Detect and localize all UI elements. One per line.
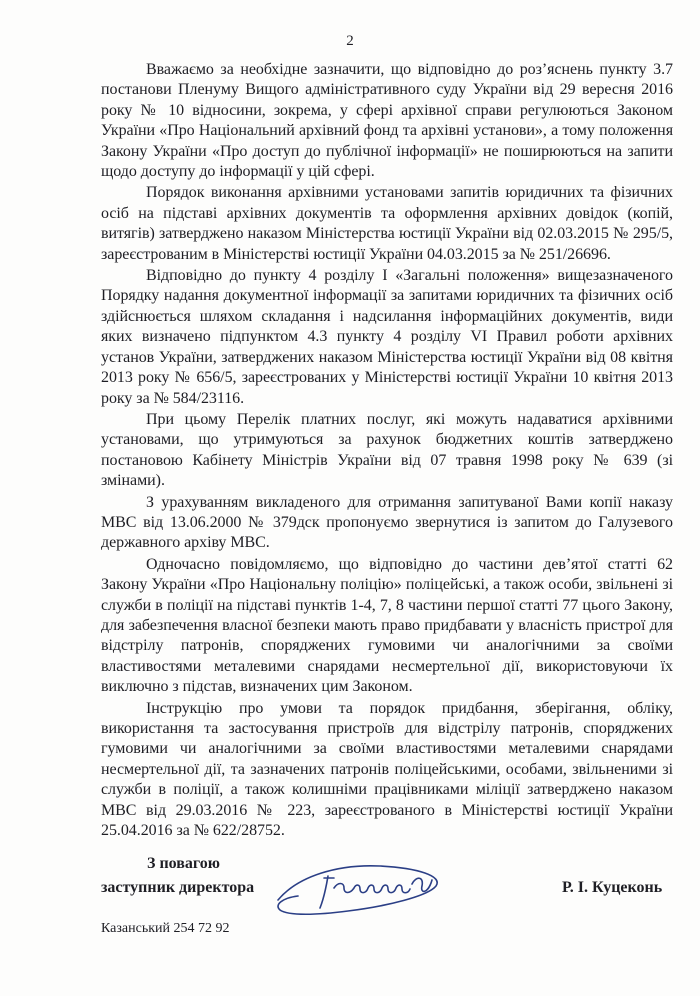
paragraph-request-procedure: Порядок виконання архівними установами запитів юридичних та фізичних осіб на підставі архівних документів та оформлення архівних довідок (копій, витягів) затверджено наказом Міністерства юстиції України від 02.03.2015 № 295/5, зареєстрованим в Міністерстві юстиції України 04.03.2015 за № 251/26696.: [101, 184, 673, 263]
handwritten-signature: [268, 856, 478, 926]
paragraph-paid-services: При цьому Перелік платних послуг, які можуть надаватися архівними установами, що утримуються за рахунок бюджетних коштів затверджено постановою Кабінету Міністрів України від 07 травня 1998 року № 639 (зі змінами).: [101, 410, 673, 490]
paragraph-archive-clarification: Вважаємо за необхідне зазначити, що відповідно до роз’яснень пункту 3.7 постанови Пленуму Вищого адміністративного суду України від 29 вересня 2016 року № 10 відносини, зокрема, у сфері архівної справи регулюються Законом України «Про Національний архівний фонд та архівні установи», а тому положення Закону України «Про доступ до публічної інформації» не поширюються на запити щодо доступу до інформації у цій сфері.: [101, 61, 673, 181]
page-number: 2: [346, 33, 354, 49]
paragraph-instruction: Інструкцію про умови та порядок придбання, зберігання, обліку, використання та застосування пристроїв для відстрілу патронів, споряджених гумовими чи аналогічними за своїми властивостями металевими снарядами несмертельної дії, та зазначених патронів поліцейськими, особами, звільненими зі служби в поліції, а також колишніми працівниками міліції затверджено наказом МВС від 29.03.2016 № 223, зареєстрованого в Міністерстві юстиції України 25.04.2016 за № 622/28752.: [101, 699, 673, 840]
paragraph-police-law: Одночасно повідомляємо, що відповідно до частини дев’ятої статті 62 Закону України «Про Національну поліцію» поліцейські, а також особи, звільнені зі служби в поліції на підставі пунктів 1-4, 7, 8 частини першої статті 77 цього Закону, для забезпечення власної безпеки мають право придбавати у власність пристрої для відстрілу патронів, споряджених гумовими чи аналогічними за своїми властивостями металевими снарядами несмертельної дії, використовуючи їх виключно з підстав, визначених цим Законом.: [101, 555, 673, 696]
paragraph-information-documents: Відповідно до пункту 4 розділу І «Загальні положення» вищезазначеного Порядку надання документної інформації за запитами юридичних та фізичних осіб здійснюється шляхом складання і надсилання інформаційних документів, види яких визначено підпунктом 4.3 пункту 4 розділу VI Правил роботи архівних установ України, затверджених наказом Міністерства юстиції України від 08 квітня 2013 року № 656/5, зареєстрованих у Міністерстві юстиції України 10 квітня 2013 року за № 584/23116.: [101, 267, 673, 407]
signer-name: Р. І. Куцеконь: [562, 879, 663, 896]
executor-contact: Казанський 254 72 92: [101, 921, 230, 936]
closing-regards: З повагою: [147, 855, 220, 872]
letter-body: [101, 60, 673, 842]
signer-position: заступник директора: [101, 879, 255, 896]
paragraph-archive-recommendation: З урахуванням викладеного для отримання запитуваної Вами копії наказу МВС від 13.06.2000 № 379дск пропонуємо звернутися із запитом до Галузевого державного архіву МВС.: [101, 493, 673, 552]
closing-block: [101, 852, 254, 900]
